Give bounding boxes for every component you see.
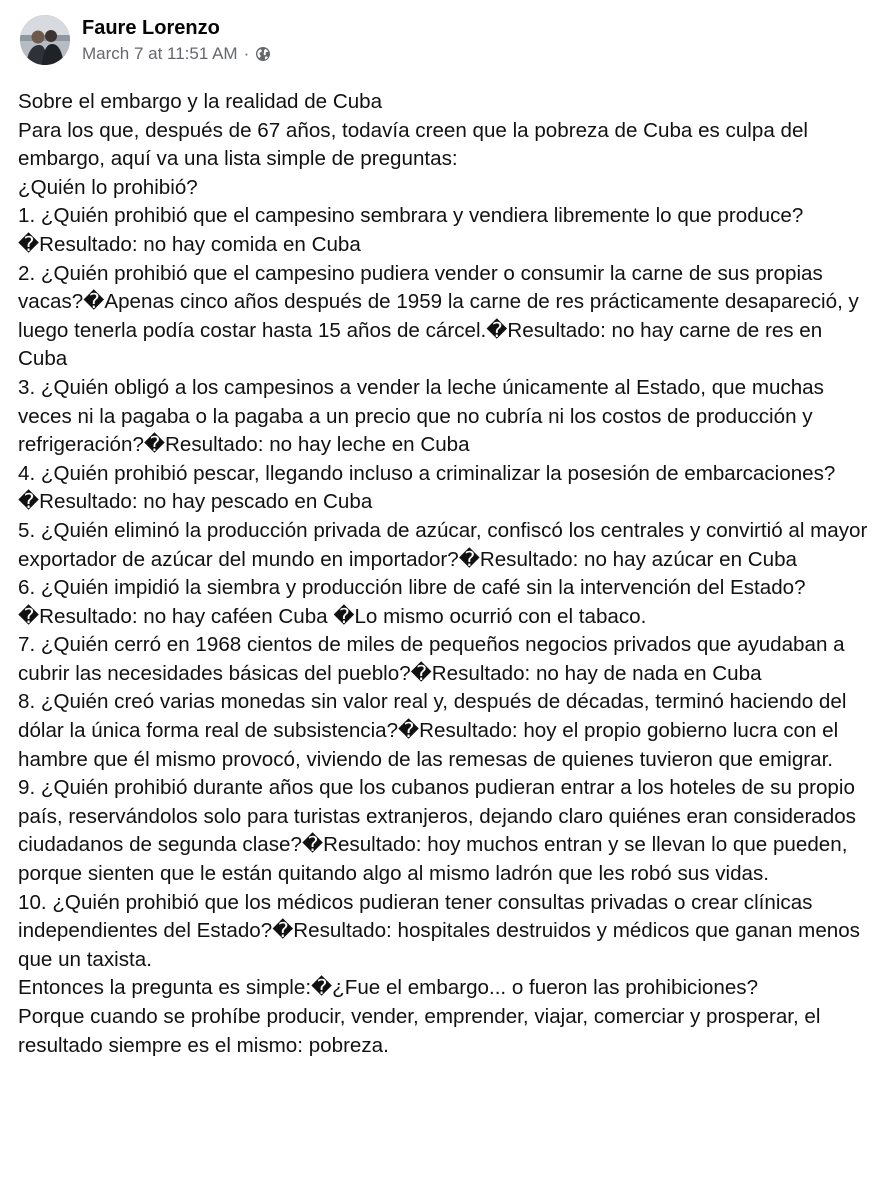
post-meta [82, 16, 271, 64]
post-text [18, 88, 868, 1060]
post-conclusion-line: Entonces la pregunta es simple:�¿Fue el embargo... o fueron las prohibiciones? [18, 976, 759, 1000]
post-item-8: 8. ¿Quién creó varias monedas sin valor real y, después de décadas, terminó haciendo del dólar la única forma real de subsistencia?�Resultado: hoy el propio gobierno lucra con el hambre que él mismo provocó, viviendo de las remesas de quienes tuvieron que emigrar. [18, 690, 847, 771]
avatar[interactable] [20, 15, 70, 65]
meta-separator: · [243, 44, 250, 63]
post-meta-row [82, 44, 271, 64]
post-timestamp[interactable]: March 7 at 11:51 AM [82, 44, 238, 63]
post-item-10: 10. ¿Quién prohibió que los médicos pudieran tener consultas privadas o crear clínicas independientes del Estado?�Resultado: hospitales destruidos y médicos que ganan menos que un taxista. [18, 890, 860, 971]
post-item-2: 2. ¿Quién prohibió que el campesino pudiera vender o consumir la carne de sus propias vacas?�Apenas cinco años después de 1959 la carne de res prácticamente desapareció, y luego tenerla podía costar hasta 15 años de cárcel.�Resultado: no hay carne de res en Cuba [18, 261, 859, 371]
post-closing-line: Porque cuando se prohíbe producir, vender, emprender, viajar, comerciar y prosperar, el resultado siempre es el mismo: pobreza. [18, 1005, 821, 1057]
post-question-line: ¿Quién lo prohibió? [18, 175, 198, 199]
post-item-3: 3. ¿Quién obligó a los campesinos a vender la leche únicamente al Estado, que muchas veces ni la pagaba o la pagaba a un precio que no cubría ni los costos de producción y refrigeración?�Resultado: no hay leche en Cuba [18, 375, 824, 457]
author-name[interactable]: Faure Lorenzo [82, 17, 220, 39]
post-item-6: 6. ¿Quién impidió la siembra y producción libre de café sin la intervención del Estado?�Resultado: no hay caféen Cuba �Lo mismo ocurrió con el tabaco. [18, 576, 806, 628]
post-item-7: 7. ¿Quién cerró en 1968 cientos de miles de pequeños negocios privados que ayudaban a cubrir las necesidades básicas del pueblo?�Resultado: no hay de nada en Cuba [18, 633, 845, 685]
avatar-photo [20, 15, 70, 65]
post-item-1: 1. ¿Quién prohibió que el campesino sembrara y vendiera libremente lo que produce?�Resultado: no hay comida en Cuba [18, 204, 804, 256]
post-item-5: 5. ¿Quién eliminó la producción privada de azúcar, confiscó los centrales y convirtió al mayor exportador de azúcar del mundo en importador?�Resultado: no hay azúcar en Cuba [18, 518, 868, 571]
post-item-9: 9. ¿Quién prohibió durante años que los cubanos pudieran entrar a los hoteles de su propio país, reservándolos solo para turistas extranjeros, dejando claro quiénes eran considerados ciudadanos de segunda clase?�Resultado: hoy muchos entran y se llevan lo que pueden, porque sienten que le están quitando algo al mismo ladrón que les robó sus vidas. [18, 776, 856, 886]
post-title-line: Sobre el embargo y la realidad de Cuba [18, 90, 383, 113]
post-header [20, 14, 271, 66]
post-intro-line: Para los que, después de 67 años, todavía creen que la pobreza de Cuba es culpa del embargo, aquí va una lista simple de preguntas: [18, 118, 808, 171]
globe-icon[interactable] [255, 46, 271, 62]
post-item-4: 4. ¿Quién prohibió pescar, llegando incluso a criminalizar la posesión de embarcaciones?�Resultado: no hay pescado en Cuba [18, 461, 836, 514]
